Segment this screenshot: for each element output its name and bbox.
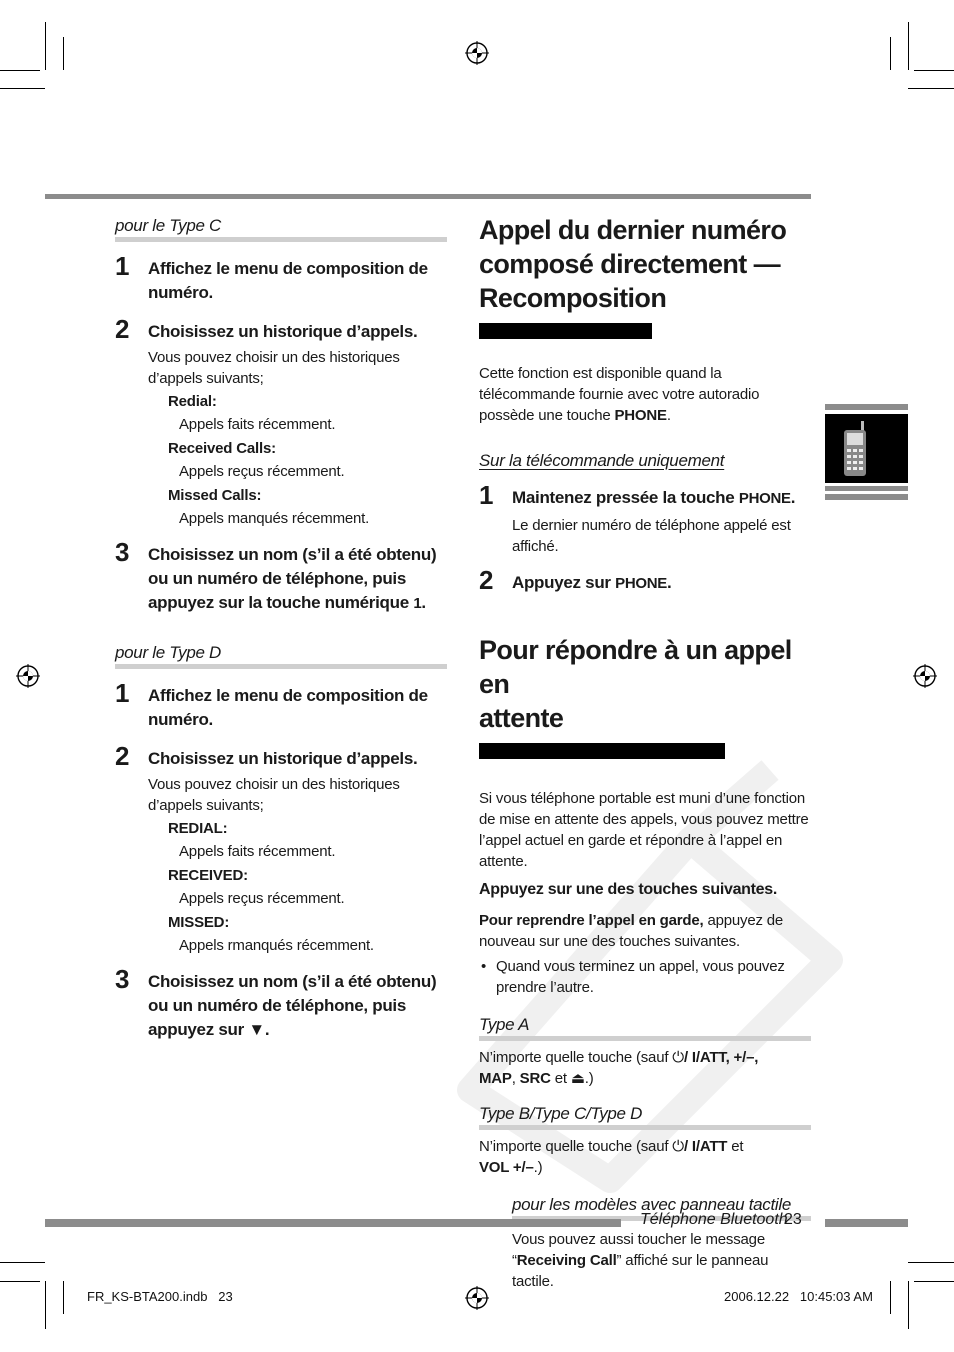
resume-text: Pour reprendre l’appel en garde, appuyez de nouveau sur une des touches suivantes.	[479, 912, 784, 950]
history-desc: Appels manqués récemment.	[179, 510, 370, 527]
crop-mark	[890, 1281, 891, 1314]
history-list	[148, 818, 447, 956]
crop-mark	[0, 1281, 40, 1282]
type-c-heading: pour le Type C	[115, 215, 447, 242]
left-column	[115, 215, 447, 1042]
step-intro: Vous pouvez choisir un des historiques d’appels suivants;	[148, 776, 400, 814]
step-title: Maintenez pressée la touche PHONE.	[512, 488, 796, 507]
crop-mark	[914, 70, 954, 71]
step-title: Choisissez un historique d’appels.	[148, 322, 418, 341]
remote-only-heading: Sur la télécommande uniquement	[479, 451, 725, 470]
section-tab	[825, 404, 908, 501]
print-slug-file: FR_KS-BTA200.indb 23	[87, 1289, 233, 1304]
step-number: 2	[115, 741, 130, 771]
registration-mark-icon	[16, 664, 40, 688]
crop-mark	[908, 88, 954, 89]
key-label: 1	[413, 595, 422, 612]
step-number: 1	[115, 678, 130, 708]
touch-panel-heading: pour les modèles avec panneau tactile	[512, 1194, 811, 1221]
step-number: 2	[115, 314, 130, 344]
history-desc: Appels rmanqués récemment.	[179, 937, 374, 954]
step-title: Appuyez sur PHONE.	[512, 573, 672, 592]
footer-section-title: Téléphone Bluetooth	[640, 1211, 788, 1228]
step-title: Affichez le menu de composition de numéro.	[148, 686, 428, 729]
step-number: 2	[479, 565, 494, 595]
type-bcd-text: N’importe quelle touche (sauf ⏻/ I/ATT et VOL +/–.)	[479, 1138, 744, 1176]
history-desc: Appels faits récemment.	[179, 416, 336, 433]
eject-icon: ⏏	[570, 1070, 585, 1087]
type-a-text: N’importe quelle touche (sauf ⏻/ I/ATT, +/–, MAP, SRC et ⏏.)	[479, 1049, 759, 1087]
print-slug-date: 2006.12.22 10:45:03 AM	[724, 1289, 873, 1304]
crop-mark	[0, 1262, 45, 1263]
step-body: Le dernier numéro de téléphone appelé est affiché.	[512, 517, 791, 555]
power-icon: ⏻	[672, 1138, 684, 1155]
crop-mark	[908, 1281, 909, 1329]
touch-panel-block	[512, 1194, 811, 1292]
redial-title: Appel du dernier numéro composé directement — Recomposition	[479, 213, 811, 349]
history-desc: Appels faits récemment.	[179, 843, 336, 860]
type-d-heading: pour le Type D	[115, 642, 447, 669]
type-c-step-2	[115, 314, 447, 529]
title-bar	[479, 743, 725, 759]
crop-mark	[914, 1281, 954, 1282]
footer-rule	[45, 1219, 621, 1227]
phone-key: PHONE	[738, 490, 791, 507]
top-rule	[45, 194, 811, 199]
right-column	[479, 213, 811, 1292]
crop-mark	[45, 22, 46, 70]
bullet-item: • Quand vous terminez un appel, vous pouvez prendre l’autre.	[479, 956, 811, 998]
step-title: Choisissez un nom (s’il a été obtenu) ou un numéro de téléphone, puis appuyez sur la touche numérique 1.	[148, 545, 437, 612]
history-term: RECEIVED:	[168, 867, 248, 884]
press-instruction: Appuyez sur une des touches suivantes.	[479, 881, 778, 898]
step-number: 1	[115, 251, 130, 281]
down-arrow-icon: ▼	[248, 1020, 265, 1039]
step-number: 1	[479, 480, 494, 510]
step-title: Choisissez un historique d’appels.	[148, 749, 418, 768]
type-bcd-heading: Type B/Type C/Type D	[479, 1103, 811, 1130]
type-d-step-1	[115, 678, 447, 732]
step-number: 3	[115, 537, 130, 567]
step-number: 3	[115, 964, 130, 994]
crop-mark	[63, 1281, 64, 1314]
crop-mark	[890, 37, 891, 70]
history-term: MISSED:	[168, 914, 230, 931]
waiting-intro: Si vous téléphone portable est muni d’une fonction de mise en attente des appels, vous pouvez mettre l’appel actuel en garde et répondre à l’appel en attente.	[479, 790, 809, 870]
step-title: Choisissez un nom (s’il a été obtenu) ou un numéro de téléphone, puis appuyez sur ▼.	[148, 972, 437, 1039]
phone-key: PHONE	[615, 575, 667, 592]
type-a-heading: Type A	[479, 1014, 811, 1041]
type-d-step-2	[115, 741, 447, 956]
history-term: Redial:	[168, 393, 217, 410]
crop-mark	[908, 22, 909, 70]
page-number: 23	[784, 1211, 802, 1228]
step-intro: Vous pouvez choisir un des historiques d’appels suivants;	[148, 349, 400, 387]
registration-mark-icon	[913, 664, 937, 688]
history-desc: Appels reçus récemment.	[179, 890, 345, 907]
crop-mark	[45, 1281, 46, 1329]
type-d-step-3	[115, 964, 447, 1042]
waiting-title: Pour répondre à un appel en attente	[479, 633, 811, 769]
crop-mark	[0, 70, 40, 71]
redial-intro: Cette fonction est disponible quand la télécommande fournie avec votre autoradio possède une touche PHONE.	[479, 365, 760, 424]
mobile-phone-icon	[842, 421, 868, 477]
history-term: Missed Calls:	[168, 487, 262, 504]
title-bar	[479, 323, 652, 339]
history-desc: Appels reçus récemment.	[179, 463, 345, 480]
history-list	[148, 391, 447, 529]
power-icon: ⏻	[672, 1049, 684, 1066]
footer-rule-right	[825, 1219, 908, 1227]
history-term: REDIAL:	[168, 820, 228, 837]
step-title: Affichez le menu de composition de numéro.	[148, 259, 428, 302]
crop-mark	[0, 88, 45, 89]
crop-mark	[63, 37, 64, 70]
type-c-step-3	[115, 537, 447, 616]
history-term: Received Calls:	[168, 440, 276, 457]
registration-mark-icon	[465, 41, 489, 65]
crop-mark	[908, 1262, 954, 1263]
redial-step-2	[479, 565, 811, 596]
touch-panel-text: Vous pouvez aussi toucher le message “Receiving Call” affiché sur le panneau tactile.	[512, 1231, 769, 1290]
redial-step-1	[479, 480, 811, 557]
type-c-step-1	[115, 251, 447, 305]
